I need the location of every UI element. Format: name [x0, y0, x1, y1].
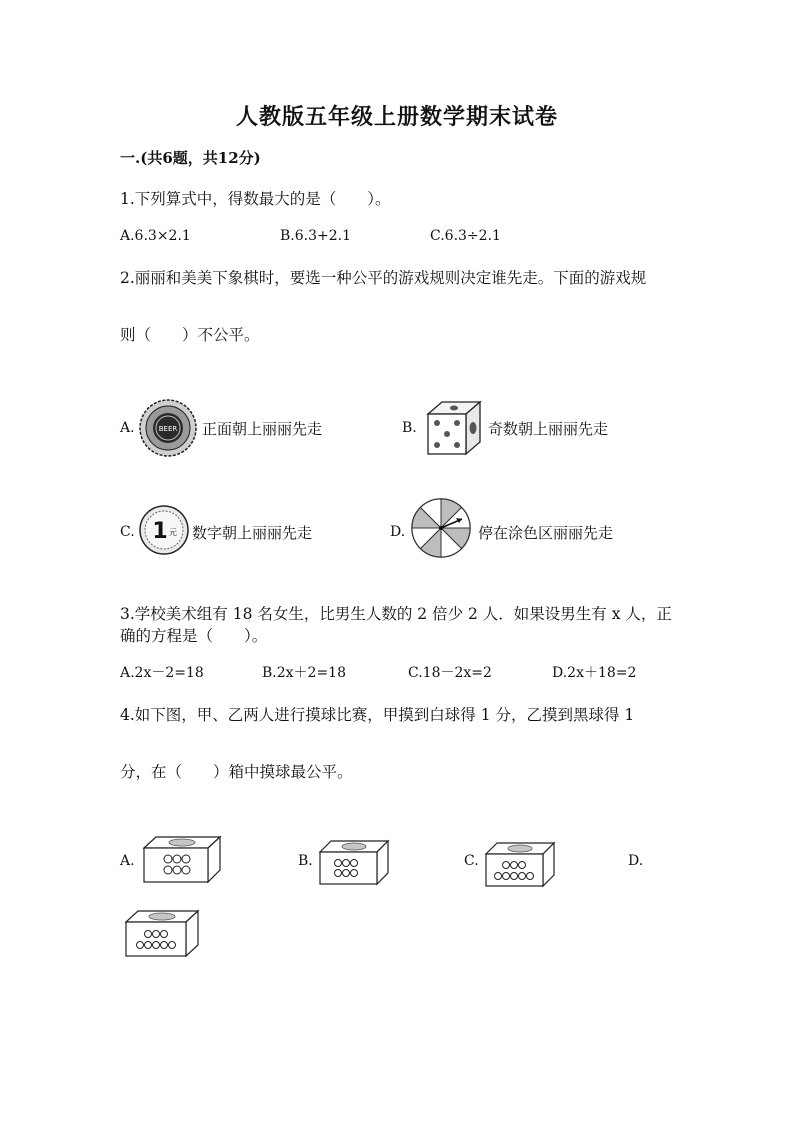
q3-option-d: D.2x＋18=2: [552, 665, 637, 681]
dice-icon: [424, 400, 484, 456]
coin-unit: 元: [169, 528, 177, 537]
q3-option-a: A.2x－2=18: [120, 665, 204, 681]
question-4-stem-line2: 分，在（ ）箱中摸球最公平。: [120, 763, 353, 781]
q4-option-d-label: D.: [628, 853, 644, 869]
bottle-cap-icon: [138, 398, 198, 458]
coin-icon: [138, 504, 190, 556]
ball-box-d-icon: [124, 910, 200, 958]
q4-option-b-label: B.: [298, 853, 313, 869]
q4-option-a-label: A.: [120, 853, 135, 869]
q4-option-c-label: C.: [464, 853, 479, 869]
question-1-stem: 1.下列算式中，得数最大的是（ ）。: [120, 190, 391, 208]
section-heading: 一.(共6题，共12分): [120, 149, 261, 167]
question-2-stem-line2: 则（ ）不公平。: [120, 326, 260, 344]
q2-option-c-label: C.: [120, 524, 135, 540]
ball-box-c-icon: [484, 842, 556, 888]
spinner-icon: [410, 497, 472, 559]
ball-box-b-icon: [318, 840, 390, 886]
q2-option-c-text: 数字朝上丽丽先走: [192, 524, 313, 542]
q3-option-b: B.2x＋2=18: [262, 665, 346, 681]
coin-number: 1: [152, 519, 168, 544]
q1-option-c: C.6.3÷2.1: [430, 228, 501, 244]
q1-option-b: B.6.3+2.1: [280, 228, 351, 244]
question-3-stem-line2: 确的方程是（ ）。: [120, 627, 268, 645]
ball-box-a-icon: [142, 836, 222, 884]
q2-option-b-text: 奇数朝上丽丽先走: [488, 420, 609, 438]
page-title: 人教版五年级上册数学期末试卷: [235, 104, 558, 130]
q2-option-d-text: 停在涂色区丽丽先走: [478, 524, 614, 542]
q2-option-a-label: A.: [120, 420, 135, 436]
q3-option-c: C.18－2x=2: [408, 665, 492, 681]
q2-option-a-text: 正面朝上丽丽先走: [202, 420, 323, 438]
bottle-cap-text: BEER: [158, 425, 178, 433]
question-2-stem-line1: 2.丽丽和美美下象棋时，要选一种公平的游戏规则决定谁先走。下面的游戏规: [120, 269, 647, 287]
q1-option-a: A.6.3×2.1: [120, 228, 191, 244]
question-3-stem-line1: 3.学校美术组有 18 名女生，比男生人数的 2 倍少 2 人．如果设男生有 x 人，正: [120, 605, 672, 623]
q2-option-b-label: B.: [402, 420, 417, 436]
question-4-stem-line1: 4.如下图，甲、乙两人进行摸球比赛，甲摸到白球得 1 分，乙摸到黑球得 1: [120, 706, 635, 724]
q2-option-d-label: D.: [390, 524, 406, 540]
